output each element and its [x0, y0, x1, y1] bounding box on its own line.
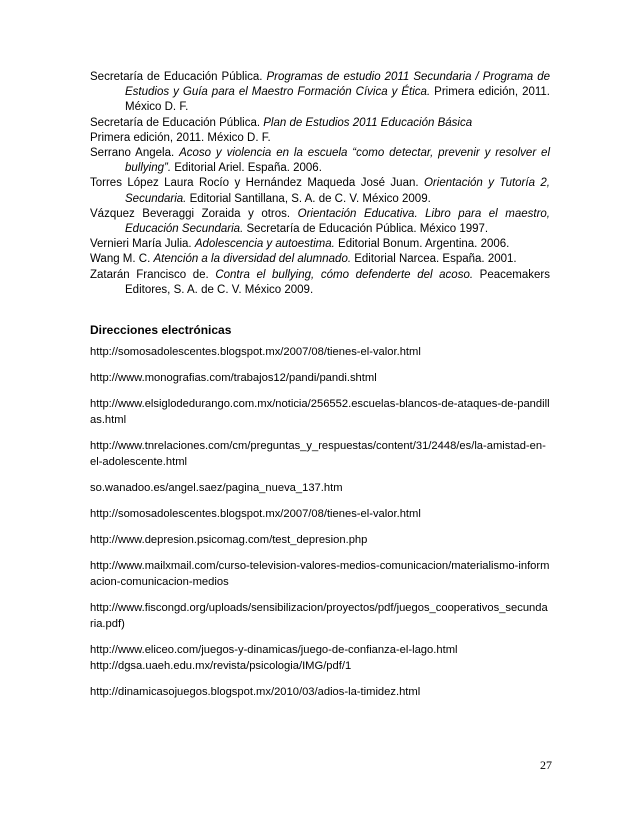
reference-item: Secretaría de Educación Pública. Plan de Estudios 2011 Educación Básica [90, 116, 473, 129]
web-link[interactable]: http://somosadolescentes.blogspot.mx/2007/08/tienes-el-valor.html [90, 346, 421, 359]
document-page [90, 70, 550, 710]
reference-item: Primera edición, 2011. México D. F. [90, 131, 271, 144]
reference-item: Zatarán Francisco de. Contra el bullying, cómo defenderte del acoso. Peacemakers Editores, S. A. de C. V. México 2009. [90, 268, 550, 296]
reference-item: Secretaría de Educación Pública. Programas de estudio 2011 Secundaria / Programa de Estudios y Guía para el Maestro Formación Cívica y Ética. Primera edición, 2011. México D. F. [90, 71, 550, 114]
section-title: Direcciones electrónicas [90, 323, 232, 338]
reference-item: Torres López Laura Rocío y Hernández Maqueda José Juan. Orientación y Tutoría 2, Secundaria. Editorial Santillana, S. A. de C. V. México 2009. [90, 177, 550, 205]
page-number: 27 [540, 758, 552, 772]
web-link[interactable]: http://www.fiscongd.org/uploads/sensibilizacion/proyectos/pdf/juegos_cooperativos_secundaria.pdf) [90, 602, 548, 631]
reference-list [90, 70, 550, 298]
web-link[interactable]: http://www.depresion.psicomag.com/test_depresion.php [90, 534, 368, 547]
reference-item: Vázquez Beveraggi Zoraida y otros. Orientación Educativa. Libro para el maestro, Educación Secundaria. Secretaría de Educación Pública. México 1997. [90, 207, 550, 236]
web-link[interactable]: http://www.tnrelaciones.com/cm/preguntas_y_respuestas/content/31/2448/es/la-amistad-en-el-adolescente.html [90, 440, 546, 469]
reference-item: Vernieri María Julia. Adolescencia y autoestima. Editorial Bonum. Argentina. 2006. [90, 238, 510, 251]
web-link[interactable]: so.wanadoo.es/angel.saez/pagina_nueva_137.htm [90, 482, 343, 495]
reference-item: Wang M. C. Atención a la diversidad del alumnado. Editorial Narcea. España. 2001. [90, 253, 517, 266]
web-link[interactable]: http://www.elsiglodedurango.com.mx/noticia/256552.escuelas-blancos-de-ataques-de-pandillas.html [90, 398, 550, 427]
web-link[interactable]: http://www.monografias.com/trabajos12/pandi/pandi.shtml [90, 372, 377, 385]
link-list [90, 344, 550, 700]
web-link[interactable]: http://www.eliceo.com/juegos-y-dinamicas/juego-de-confianza-el-lago.html [90, 644, 458, 657]
web-link[interactable]: http://dgsa.uaeh.edu.mx/revista/psicologia/IMG/pdf/1 [90, 660, 352, 673]
reference-item: Serrano Angela. Acoso y violencia en la escuela “como detectar, prevenir y resolver el bullying”. Editorial Ariel. España. 2006. [90, 147, 550, 175]
web-link[interactable]: http://www.mailxmail.com/curso-television-valores-medios-comunicacion/materialismo-informacion-comunicacion-medios [90, 560, 550, 589]
web-link[interactable]: http://somosadolescentes.blogspot.mx/2007/08/tienes-el-valor.html [90, 508, 421, 521]
web-link[interactable]: http://dinamicasojuegos.blogspot.mx/2010/03/adios-la-timidez.html [90, 686, 421, 699]
